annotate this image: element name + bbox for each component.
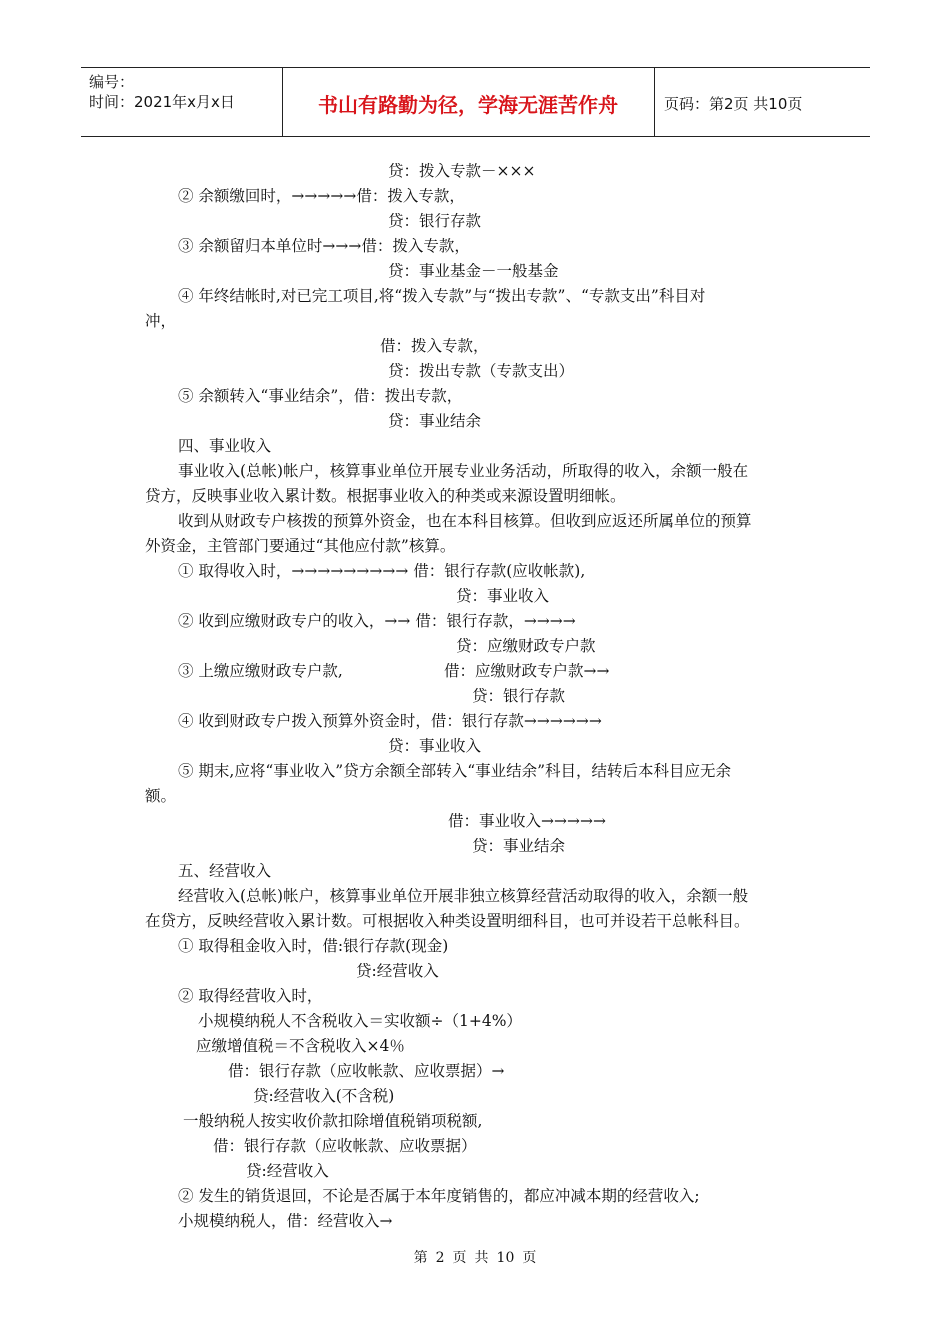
text-line: 贷：银行存款 (472, 687, 566, 705)
footer-total-pages: 10 (496, 1250, 515, 1266)
text-line: 一般纳税人按实收价款扣除增值税销项税额, (183, 1112, 483, 1130)
text-line: 贷:经营收入 (246, 1162, 329, 1180)
doc-number: 编号： (89, 73, 135, 91)
page-footer (0, 1247, 950, 1267)
section-heading: 四、事业收入 (178, 437, 272, 455)
text-line: 借：拨入专款， (380, 337, 489, 355)
text-line: 在贷方，反映经营收入累计数。可根据收入种类设置明细科目，也可并设若干总帐科目。 (145, 912, 750, 930)
text-line: ③ 上缴应缴财政专户款, (178, 662, 343, 680)
text-line: 小规模纳税人不含税收入＝实收额÷（1+4%） (198, 1012, 522, 1030)
text-line: ② 余额缴回时，→→→→→借：拨入专款， (178, 187, 465, 205)
text-line: 贷方，反映事业收入累计数。根据事业收入的种类或来源设置明细帐。 (145, 487, 626, 505)
header-page-info: 页码：第2页 共10页 (664, 94, 803, 113)
text-line: ⑤ 期末,应将“事业收入”贷方余额全部转入“事业结余”科目，结转后本科目应无余 (178, 762, 732, 780)
text-line: 借：银行存款（应收帐款、应收票据）→ (228, 1062, 505, 1080)
text-line: 小规模纳税人，借：经营收入→ (178, 1212, 393, 1230)
footer-label: 第 (413, 1250, 428, 1266)
text-line: 贷：拨入专款－××× (388, 162, 536, 180)
text-line: 贷:经营收入(不含税) (253, 1087, 395, 1105)
footer-label: 页 (522, 1250, 537, 1266)
footer-label: 共 (474, 1250, 489, 1266)
text-line: 冲， (145, 312, 177, 330)
text-line: 借：事业收入→→→→→ (448, 812, 606, 830)
text-line: ① 取得租金收入时，借:银行存款(现金) (178, 937, 449, 955)
text-line: ③ 余额留归本单位时→→→借：拨入专款， (178, 237, 470, 255)
text-line: ② 取得经营收入时， (178, 987, 323, 1005)
text-line: 外资金，主管部门要通过“其他应付款”核算。 (145, 537, 456, 555)
text-line: 贷：事业基金－一般基金 (388, 262, 559, 280)
doc-date: 时间：2021年x月x日 (89, 93, 235, 111)
text-line: ② 发生的销货退回，不论是否属于本年度销售的，都应冲减本期的经营收入; (178, 1187, 700, 1205)
header-table (81, 67, 870, 137)
text-line: ④ 年终结帐时,对已完工项目,将“拨入专款”与“拨出专款”、“专款支出”科目对 (178, 287, 706, 305)
text-line: ⑤ 余额转入“事业结余”，借：拨出专款， (178, 387, 463, 405)
header-meta (89, 72, 235, 112)
text-line: 收到从财政专户核拨的预算外资金，也在本科目核算。但收到应返还所属单位的预算 (178, 512, 752, 530)
text-line: 经营收入(总帐)帐户，核算事业单位开展非独立核算经营活动取得的收入，余额一般 (178, 887, 749, 905)
section-heading: 五、经营收入 (178, 862, 272, 880)
text-line: ④ 收到财政专户拨入预算外资金时，借：银行存款→→→→→→ (178, 712, 602, 730)
text-line: 贷：事业结余 (472, 837, 566, 855)
header-motto: 书山有路勤为径，学海无涯苦作舟 (318, 92, 618, 117)
text-line: 额。 (145, 787, 177, 805)
footer-label: 页 (452, 1250, 467, 1266)
text-line: 贷：应缴财政专户款 (456, 637, 596, 655)
text-line: ① 取得收入时，→→→→→→→→→ 借：银行存款(应收帐款), (178, 562, 586, 580)
footer-page-number: 2 (435, 1250, 445, 1266)
text-line: 贷：事业结余 (388, 412, 482, 430)
text-line: 应缴增值税＝不含税收入×4％ (196, 1037, 405, 1055)
text-line: ② 收到应缴财政专户的收入，→→ 借：银行存款，→→→→ (178, 612, 576, 630)
text-line: 借：银行存款（应收帐款、应收票据） (213, 1137, 477, 1155)
text-line: 贷：事业收入 (456, 587, 550, 605)
header-divider (654, 68, 655, 136)
text-line: 贷:经营收入 (356, 962, 439, 980)
text-line: 贷：拨出专款（专款支出） (388, 362, 575, 380)
text-line: 借：应缴财政专户款→→ (444, 662, 610, 680)
text-line: 事业收入(总帐)帐户，核算事业单位开展专业业务活动，所取得的收入，余额一般在 (178, 462, 749, 480)
text-line: 贷：银行存款 (388, 212, 482, 230)
text-line: 贷：事业收入 (388, 737, 482, 755)
